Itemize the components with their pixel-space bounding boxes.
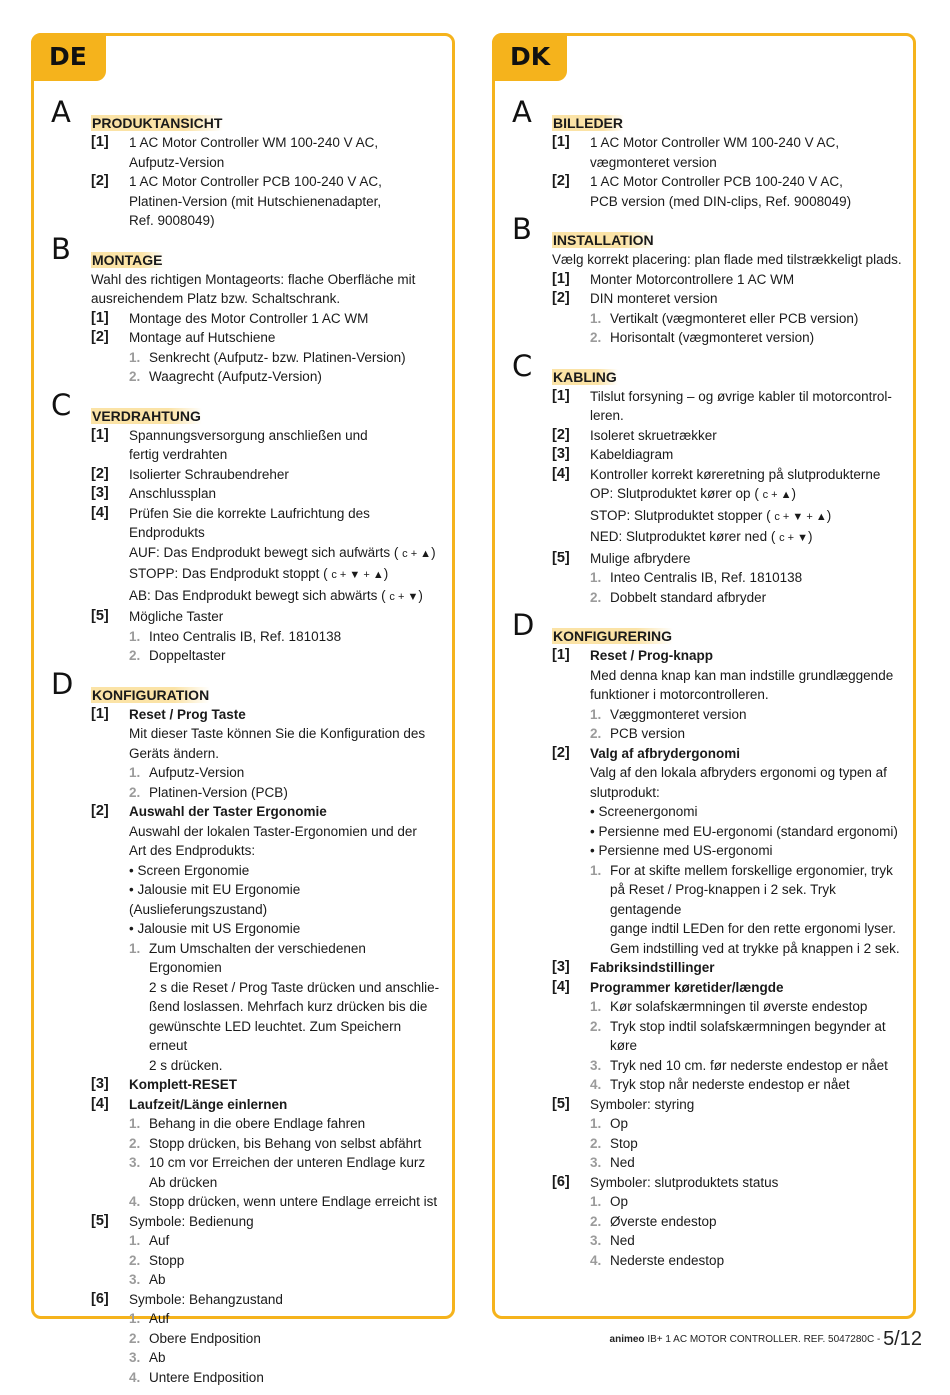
sub-text: gewünschte LED leuchtet. Zum Speichern erneut	[149, 1018, 402, 1053]
section-letter: C	[51, 387, 72, 422]
item-number: [4]	[552, 465, 570, 482]
stop-symbol: c + ▼ + ▲	[331, 569, 384, 581]
sub-text: Dobbelt standard afbryder	[610, 589, 767, 605]
section-letter: B	[51, 231, 71, 266]
sub-text: på Reset / Prog-knappen i 2 sek. Tryk gentagende	[610, 882, 836, 917]
section-a	[512, 95, 902, 211]
sub-text: Auf	[149, 1233, 170, 1248]
footer-text: IB+ 1 AC MOTOR CONTROLLER. REF. 5047280C -	[644, 1334, 884, 1345]
sub-item	[590, 1212, 902, 1232]
item-text: Kontroller korrekt køreretning på slutprodukterne	[590, 466, 881, 482]
sub-number: 2.	[590, 726, 602, 741]
section-letter: B	[512, 212, 532, 246]
sub-number: 3.	[129, 1350, 141, 1365]
item-text: vægmonteret version	[590, 154, 717, 170]
sub-text: Obere Endposition	[149, 1330, 261, 1346]
sub-number: 2.	[129, 369, 141, 384]
sub-item	[129, 1329, 441, 1349]
sub-number: 2.	[590, 330, 602, 345]
section-a	[51, 95, 441, 231]
item-number: [4]	[552, 978, 570, 995]
bullet-item: • Jalousie mit US Ergonomie	[129, 921, 301, 936]
sub-text: Behang in die obere Endlage fahren	[149, 1116, 366, 1131]
sub-text: 10 cm vor Erreichen der unteren Endlage kurz	[149, 1155, 426, 1170]
list-item	[552, 978, 902, 1095]
sub-item	[590, 705, 902, 725]
list-item	[552, 958, 902, 978]
sub-number: 3.	[129, 1272, 141, 1287]
item-text: Tilslut forsyning – og øvrige kabler til motorcontrol-	[590, 388, 892, 404]
sub-text: Horisontalt (vægmonteret version)	[610, 330, 815, 345]
item-title: Reset / Prog-knapp	[590, 648, 714, 663]
sub-item	[129, 348, 441, 368]
sub-item	[590, 1134, 902, 1154]
list-item	[91, 328, 441, 387]
direction-text: STOP: Slutproduktet stopper (	[590, 507, 771, 523]
direction-text: STOPP: Das Endprodukt stoppt (	[129, 566, 328, 581]
item-number: [2]	[552, 744, 570, 761]
sub-item	[590, 1114, 902, 1134]
item-text: Platinen-Version (mit Hutschienenadapter,	[129, 193, 382, 209]
sub-text: Ab	[149, 1350, 166, 1365]
sub-text: Zum Umschalten der verschiedenen Ergonomien	[149, 940, 366, 975]
sub-item	[129, 939, 441, 1076]
list-item	[552, 646, 902, 744]
item-text: funktioner i motorcontrolleren.	[590, 687, 769, 702]
sub-number: 1.	[129, 940, 141, 956]
section-title: MONTAGE	[92, 251, 163, 268]
section-title: VERDRAHTUNG	[92, 407, 201, 424]
bullet-item: • Screen Ergonomie	[129, 862, 250, 878]
item-number: [1]	[552, 134, 570, 150]
sub-item	[590, 1017, 902, 1056]
sub-text: Kør solafskærmningen til øverste endestop	[610, 999, 868, 1014]
sub-number: 1.	[590, 706, 602, 722]
section-letter: A	[51, 95, 71, 129]
sub-text: Aufputz-Version	[149, 765, 245, 780]
item-number: [5]	[91, 1212, 109, 1229]
sub-number: 4.	[129, 1194, 141, 1209]
sub-number: 3.	[590, 1155, 602, 1170]
item-text: Montage des Motor Controller 1 AC WM	[129, 310, 369, 326]
sub-number: 1.	[129, 765, 141, 780]
list-item	[552, 445, 902, 465]
item-text: Isolierter Schraubendreher	[129, 466, 289, 482]
item-title: Laufzeit/Länge einlernen	[129, 1096, 288, 1112]
sub-item	[129, 1348, 441, 1368]
sub-item	[590, 1056, 902, 1076]
item-text: Auswahl der lokalen Taster-Ergonomien und der	[129, 823, 417, 839]
section-b	[51, 231, 441, 387]
item-title: Fabriksindstillinger	[590, 960, 715, 975]
sub-item	[129, 1270, 441, 1290]
item-number: [5]	[552, 1095, 570, 1112]
item-title: Programmer køretider/længde	[590, 979, 784, 995]
item-number: [1]	[552, 387, 570, 404]
list-item	[91, 607, 441, 666]
sub-text: Tryk stop indtil solafskærmningen begynder at	[610, 1018, 886, 1034]
content-de	[51, 95, 441, 1395]
bullet-item: • Screenergonomi	[590, 804, 698, 819]
bullet-item: • Persienne med EU-ergonomi (standard ergonomi)	[590, 823, 898, 839]
section-letter: C	[512, 348, 533, 383]
sub-number: 2.	[129, 648, 141, 663]
item-number: [1]	[552, 270, 570, 287]
bullet-item: • Persienne med US-ergonomi	[590, 843, 773, 858]
sub-text: Stopp	[149, 1252, 185, 1268]
list-item	[552, 1173, 902, 1271]
section-title: KABLING	[553, 368, 617, 385]
page-footer	[610, 1328, 922, 1351]
sub-item	[129, 1153, 441, 1192]
item-number: [2]	[91, 465, 109, 482]
sub-text: Inteo Centralis IB, Ref. 1810138	[610, 570, 803, 585]
list-item	[91, 465, 441, 485]
item-text: Mulige afbrydere	[590, 550, 691, 566]
direction-up	[590, 484, 902, 506]
item-number: [3]	[552, 446, 570, 462]
down-symbol: c + ▼	[779, 532, 809, 544]
item-text: Valg af den lokala afbryders ergonomi og typen af	[590, 765, 887, 780]
sub-item	[590, 724, 902, 744]
sub-number: 1.	[590, 999, 602, 1014]
sub-item	[129, 1309, 441, 1329]
direction-down	[129, 586, 441, 608]
sub-number: 3.	[129, 1155, 141, 1170]
sub-number: 1.	[590, 570, 602, 585]
sub-number: 2.	[590, 1018, 602, 1034]
item-text: 1 AC Motor Controller WM 100-240 V AC,	[129, 135, 379, 150]
sub-text: Stop	[610, 1135, 638, 1151]
sub-text: Op	[610, 1194, 629, 1209]
section-intro: Vælg korrekt placering: plan flade med tilstrækkeligt plads.	[552, 252, 902, 267]
item-text: Symbole: Behangzustand	[129, 1291, 283, 1307]
paren: )	[791, 486, 797, 501]
item-text: Prüfen Sie die korrekte Laufrichtung des Endprodukts	[129, 505, 370, 540]
item-text: Kabeldiagram	[590, 447, 674, 462]
item-text: slutprodukt:	[590, 784, 660, 800]
section-c	[512, 348, 902, 608]
item-number: [1]	[91, 705, 109, 722]
item-text: Monter Motorcontrollere 1 AC WM	[590, 271, 795, 287]
paren: )	[826, 507, 832, 523]
sub-text: køre	[610, 1038, 637, 1053]
paren: )	[418, 587, 423, 603]
item-text: Aufputz-Version	[129, 154, 225, 170]
direction-up	[129, 543, 441, 565]
section-b	[512, 212, 902, 348]
section-letter: A	[512, 95, 532, 129]
list-item	[91, 426, 441, 465]
item-number: [2]	[552, 173, 570, 189]
list-item	[552, 1095, 902, 1173]
sub-number: 2.	[590, 589, 602, 605]
sub-item	[590, 1231, 902, 1251]
list-item	[91, 133, 441, 172]
sub-number: 3.	[590, 1057, 602, 1073]
item-number: [5]	[552, 549, 570, 566]
item-text: fertig verdrahten	[129, 447, 228, 462]
sub-number: 3.	[590, 1233, 602, 1248]
section-title: PRODUKTANSICHT	[92, 115, 223, 131]
sub-text: Tryk stop når nederste endestop er nået	[610, 1077, 850, 1092]
item-text: 1 AC Motor Controller PCB 100-240 V AC,	[590, 174, 843, 189]
item-number: [1]	[91, 426, 109, 443]
sub-item	[129, 367, 441, 387]
list-item	[91, 504, 441, 608]
sub-number: 1.	[129, 628, 141, 644]
item-text: Symbole: Bedienung	[129, 1213, 254, 1229]
item-text: Mögliche Taster	[129, 609, 224, 624]
section-d	[51, 666, 441, 1388]
direction-text: OP: Slutproduktet kører op (	[590, 486, 759, 501]
list-item	[91, 484, 441, 504]
sub-item	[590, 328, 902, 348]
sub-text: Untere Endposition	[149, 1369, 264, 1385]
list-item	[91, 1095, 441, 1212]
list-item	[552, 549, 902, 608]
list-item	[91, 1212, 441, 1290]
sub-item	[129, 763, 441, 783]
sub-number: 4.	[590, 1252, 602, 1268]
sub-item	[590, 1153, 902, 1173]
sub-text: gange indtil LEDen for den rette ergonomi lyser.	[610, 921, 896, 936]
sub-item	[590, 588, 902, 608]
section-letter: D	[512, 608, 535, 642]
sub-text: Væggmonteret version	[610, 706, 747, 722]
sub-text: Senkrecht (Aufputz- bzw. Platinen-Version)	[149, 349, 406, 365]
sub-text: Platinen-Version (PCB)	[149, 784, 288, 800]
list-item	[552, 465, 902, 549]
sub-item	[129, 1192, 441, 1212]
sub-item	[590, 861, 902, 959]
sub-text: Ab	[149, 1272, 166, 1287]
list-item	[552, 744, 902, 959]
item-number: [6]	[552, 1173, 570, 1190]
sub-text: For at skifte mellem forskellige ergonomier, tryk	[610, 862, 893, 878]
item-text: Isoleret skruetrækker	[590, 427, 717, 443]
direction-stop	[129, 564, 441, 586]
section-letter: D	[51, 666, 74, 701]
item-text: 1 AC Motor Controller PCB 100-240 V AC,	[129, 174, 382, 189]
list-item	[91, 172, 441, 231]
direction-text: AUF: Das Endprodukt bewegt sich aufwärts (	[129, 544, 399, 560]
column-de	[31, 33, 455, 1385]
item-text: Anschlussplan	[129, 486, 217, 501]
sub-text: Waagrecht (Aufputz-Version)	[149, 369, 322, 384]
item-number: [3]	[91, 485, 109, 501]
page-number: 5/12	[883, 1328, 922, 1350]
brand-name: animeo	[609, 1334, 645, 1345]
section-title: BILLEDER	[553, 115, 623, 131]
item-text: Art des Endprodukts:	[129, 843, 256, 858]
item-text: Symboler: styring	[590, 1096, 695, 1112]
list-item	[91, 1075, 441, 1095]
sub-number: 1.	[129, 1233, 141, 1248]
sub-number: 1.	[590, 1116, 602, 1131]
item-number: [2]	[91, 173, 109, 189]
sub-text: Ab drücken	[149, 1174, 218, 1190]
item-number: [2]	[91, 803, 109, 819]
item-number: [1]	[91, 134, 109, 150]
item-text: Montage auf Hutschiene	[129, 330, 276, 345]
item-number: [2]	[552, 426, 570, 443]
sub-number: 4.	[590, 1077, 602, 1092]
sub-number: 1.	[590, 1194, 602, 1209]
sub-item	[590, 1075, 902, 1095]
sub-item	[129, 646, 441, 666]
list-item	[91, 705, 441, 803]
direction-down	[590, 527, 902, 549]
section-title: KONFIGURATION	[92, 686, 210, 703]
list-item	[552, 133, 902, 172]
stop-symbol: c + ▼ + ▲	[774, 510, 827, 523]
sub-text: Doppeltaster	[149, 648, 226, 663]
sub-number: 1.	[129, 1116, 141, 1131]
sub-text: 2 s drücken.	[149, 1057, 223, 1073]
sub-item	[129, 1114, 441, 1134]
sub-text: PCB version	[610, 726, 686, 741]
sub-text: Op	[610, 1116, 629, 1131]
item-title: Reset / Prog Taste	[129, 706, 246, 722]
paren: )	[808, 529, 813, 544]
item-text: PCB version (med DIN-clips, Ref. 9008049)	[590, 193, 852, 209]
item-text: 1 AC Motor Controller WM 100-240 V AC,	[590, 135, 840, 150]
list-item	[552, 387, 902, 426]
language-tab-de: DE	[31, 33, 106, 81]
sub-text: Ned	[610, 1155, 635, 1170]
item-text: Geräts ändern.	[129, 745, 220, 761]
item-text: leren.	[590, 408, 624, 423]
section-intro: Wahl des richtigen Montageorts: flache Oberfläche mit	[91, 271, 416, 287]
sub-number: 1.	[590, 310, 602, 326]
down-symbol: c + ▼	[389, 590, 419, 603]
sub-text: Stopp drücken, wenn untere Endlage erreicht ist	[149, 1194, 438, 1209]
item-text: Mit dieser Taste können Sie die Konfiguration des	[129, 726, 426, 741]
list-item	[552, 426, 902, 446]
sub-number: 2.	[590, 1135, 602, 1151]
sub-number: 2.	[129, 1330, 141, 1346]
sub-text: Ned	[610, 1233, 635, 1248]
item-title: Komplett-RESET	[129, 1077, 237, 1092]
sub-text: Tryk ned 10 cm. før nederste endestop er nået	[610, 1057, 888, 1073]
sub-item	[590, 997, 902, 1017]
sub-text: 2 s die Reset / Prog Taste drücken und anschlie-	[149, 979, 440, 995]
list-item	[552, 172, 902, 211]
sub-text: ßend loslassen. Mehrfach kurz drücken bis die	[149, 999, 428, 1014]
sub-item	[129, 627, 441, 647]
item-text: Med denna knap kan man indstille grundlæggende	[590, 667, 894, 683]
sub-text: Øverste endestop	[610, 1213, 717, 1229]
sub-number: 2.	[129, 784, 141, 800]
sub-item	[590, 1192, 902, 1212]
section-intro: ausreichendem Platz bzw. Schaltschrank.	[91, 291, 341, 306]
item-number: [6]	[91, 1290, 109, 1307]
sub-text: Inteo Centralis IB, Ref. 1810138	[149, 628, 342, 644]
item-number: [2]	[91, 329, 109, 345]
item-number: [4]	[91, 504, 109, 521]
sub-number: 2.	[129, 1252, 141, 1268]
list-item	[91, 1290, 441, 1388]
sub-number: 1.	[590, 862, 602, 878]
sub-item	[590, 309, 902, 329]
item-title: Auswahl der Taster Ergonomie	[129, 804, 327, 819]
sub-text: Vertikalt (vægmonteret eller PCB version)	[610, 310, 859, 326]
item-number: [4]	[91, 1095, 109, 1112]
list-item	[552, 289, 902, 348]
sub-number: 4.	[129, 1369, 141, 1385]
sub-item	[590, 1251, 902, 1271]
direction-text: AB: Das Endprodukt bewegt sich abwärts (	[129, 587, 386, 603]
list-item	[91, 309, 441, 329]
sub-item	[129, 1368, 441, 1388]
item-number: [1]	[91, 309, 109, 326]
paren: )	[431, 544, 436, 560]
item-number: [3]	[91, 1076, 109, 1092]
section-title: INSTALLATION	[553, 232, 654, 248]
bullet-item: • Jalousie mit EU Ergonomie (Auslieferungszustand)	[129, 882, 301, 917]
sub-item	[129, 1134, 441, 1154]
item-number: [1]	[552, 647, 570, 663]
item-number: [2]	[552, 290, 570, 306]
list-item	[552, 270, 902, 290]
sub-text: Stopp drücken, bis Behang von selbst abfährt	[149, 1135, 422, 1151]
item-text: DIN monteret version	[590, 291, 718, 306]
sub-item	[129, 1231, 441, 1251]
content-dk	[512, 95, 902, 1278]
sub-item	[590, 568, 902, 588]
column-dk	[492, 33, 916, 1319]
up-symbol: c + ▲	[402, 547, 432, 560]
section-d	[512, 608, 902, 1270]
direction-stop	[590, 506, 902, 528]
sub-text: Auf	[149, 1311, 170, 1326]
item-number: [3]	[552, 959, 570, 975]
section-title: KONFIGURERING	[553, 628, 672, 644]
item-text: Ref. 9008049)	[129, 213, 215, 228]
direction-text: NED: Slutproduktet kører ned (	[590, 529, 776, 544]
item-title: Valg af afbrydergonomi	[590, 745, 741, 761]
sub-number: 1.	[129, 1311, 141, 1326]
sub-number: 2.	[590, 1213, 602, 1229]
up-symbol: c + ▲	[762, 489, 792, 501]
language-tab-dk: DK	[492, 33, 567, 81]
sub-text: Gem indstilling ved at trykke på knappen i 2 sek.	[610, 940, 900, 956]
sub-number: 1.	[129, 349, 141, 365]
sub-item	[129, 1251, 441, 1271]
sub-text: Nederste endestop	[610, 1252, 725, 1268]
sub-number: 2.	[129, 1135, 141, 1151]
list-item	[91, 802, 441, 1075]
item-text: Spannungsversorgung anschließen und	[129, 427, 368, 443]
item-text: Symboler: slutproduktets status	[590, 1174, 779, 1190]
sub-item	[129, 783, 441, 803]
paren: )	[383, 566, 389, 581]
item-number: [5]	[91, 608, 109, 624]
section-c	[51, 387, 441, 666]
